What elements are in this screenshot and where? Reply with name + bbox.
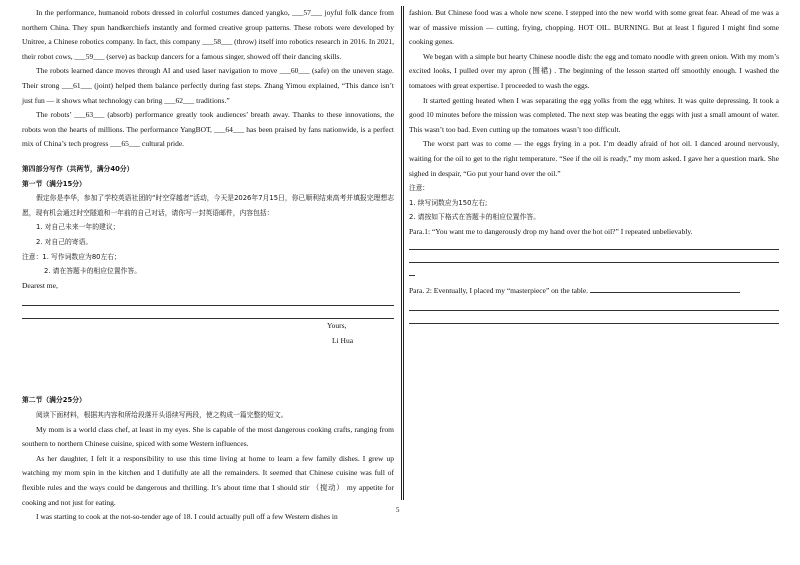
passage-paragraph-2: The robots learned dance moves through AI and used laser navigation to move ___60___ (safe) on the uneven stage. Their strong ___61___ (joint) helped them balance perfectly during fast steps. Zhang Yimou explained, “This dance isn’t just fun — it shows what technology can bring ___62___ traditions.”: [22, 66, 394, 105]
para1-start: Para.1: “You want me to dangerously drop my hand over the hot oil?” I repeated unbelievably.: [409, 226, 693, 236]
story-paragraph-5: We began with a simple but hearty Chinese noodle dish: the egg and tomato noodle with green onion. With my mom’s excited looks, I pulled over my apron (围裙) . The beginning of the lesson started off smoothly enough. I washed the tomatoes with great expertise. I proceeded to wash the eggs.: [409, 51, 779, 90]
story-paragraph-6: It started getting heated when I was separating the egg yolks from the egg whites. It was quite depressing. It took a good 10 minutes before the mission was completed. The next step was beating the eggs with just a small amount of water. This wasn’t too bad. Even cutting up the tomatoes wasn’t too difficult.: [409, 95, 779, 134]
note-1: 1. 续写词数应为150左右;: [409, 198, 488, 207]
notes-label: 注意:: [409, 184, 425, 193]
writing-line-stub[interactable]: [409, 263, 415, 276]
page-number: 5: [396, 506, 400, 514]
note-2: 2. 请按如下格式在答题卡的相应位置作答。: [409, 213, 540, 222]
closing: Yours,: [327, 321, 347, 331]
section1-prompt: 假定你是李华，参加了学校英语社团的“时空穿越者”活动，今天是2026年7月15日，你已顺利结束高考并填报完理想志愿，现有机会通过时空隧道和一年前的自己对话，请你写一封英语邮件，内容包括：: [22, 194, 394, 217]
salutation: Dearest me,: [22, 280, 58, 290]
section2-heading: 第二节（满分25分）: [22, 396, 86, 405]
section1-item-1: 1. 对自己未来一年的建议；: [36, 223, 120, 232]
writing-line[interactable]: [22, 293, 394, 306]
writing-line[interactable]: [409, 250, 779, 263]
section1-note-label: 注意：: [22, 252, 43, 261]
passage-paragraph-3: The robots’ ___63___ (absorb) performance greatly took audiences’ breath away. Thanks to these innovations, the robots won the hearts of millions. The performance YangBOT, ___64___ has been praised by fans nationwide, is a perfect mix of China’s tech progress ___65___ cultural pride.: [22, 110, 394, 149]
column-divider: [401, 6, 402, 500]
passage-paragraph-1: In the performance, humanoid robots dressed in colorful costumes danced yangko, ___57___ joyful folk dance from northern China. They spun handkerchiefs instantly and formed creative group patterns. These robots were developed by Unitree, a Chinese robotics company. In fact, this company ___58___ (throw) itself into robotics research in 2016. In 2021, their robot cows, ___59___ (serve) as backup dancers for a famous singer, showed off their dancing skills.: [22, 8, 394, 61]
para2-start: Para. 2: Eventually, I placed my “masterpiece” on the table.: [409, 285, 589, 295]
section1-heading: 第一节（满分15分）: [22, 179, 86, 188]
writing-line[interactable]: [590, 284, 740, 293]
section1-item-2: 2. 对自己的寄语。: [36, 237, 93, 246]
story-paragraph-4: fashion. But Chinese food was a whole new scene. I stepped into the new world with some great fear. Ahead of me was a war of massive mission — cutting, frying, chopping. HOT OIL. BURNING. But at least I figured I might find some cooking genes.: [409, 8, 779, 47]
story-paragraph-1: My mom is a world class chef, at least in my eyes. She is capable of the most dangerous cooking crafts, ranging from southern to northern Chinese cuisine, spiced with some Western influences.: [22, 424, 394, 449]
part4-heading: 第四部分写作（共两节，满分40分）: [22, 164, 134, 173]
writing-line[interactable]: [409, 311, 779, 324]
left-column: [22, 6, 394, 525]
signature: Li Hua: [332, 335, 354, 345]
section1-note-1: 1. 写作词数应为80左右；: [42, 252, 121, 261]
story-paragraph-2: As her daughter, I felt it a responsibility to use this time living at home to learn a few family dishes. I grew up watching my mom spin in the kitchen and I dutifully ate all the remainders. It seemed that Chinese cuisine was full of flexible rules and the ways could be dangerous and thrilling. It’s about time that I should stir （搅动） my appetite for cooking and not just for eating.: [22, 453, 394, 507]
writing-line[interactable]: [409, 298, 779, 311]
story-paragraph-3: I was starting to cook at the not-so-tender age of 18. I could actually pull off a few Western dishes in: [36, 512, 338, 522]
section2-prompt: 阅读下面材料，根据其内容和所给段落开头语续写两段，使之构成一篇完整的短文。: [36, 411, 288, 420]
writing-line[interactable]: [22, 306, 394, 319]
column-divider-second: [403, 6, 404, 500]
right-column: [409, 6, 779, 324]
section1-note-2: 2. 请在答题卡的相应位置作答。: [44, 267, 142, 276]
story-paragraph-7: The worst part was to come — the eggs frying in a pot. I’m deadly afraid of hot oil. I danced around nervously, waiting for the oil to get to the right temperature. “See if the oil is ready,” my mom asked. I gave her a question mark. She sighed in despair, “Go put your hand over the oil.”: [409, 139, 779, 178]
